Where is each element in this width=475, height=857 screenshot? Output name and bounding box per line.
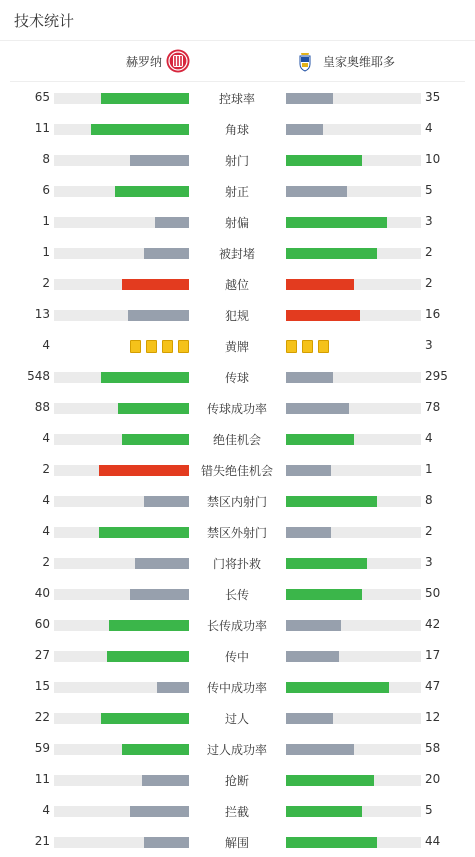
stat-label: 抢断 [224,774,249,788]
home-stat-bar-fill [118,403,190,414]
stat-row [0,113,475,144]
stat-row [0,237,475,268]
yellow-card-icon [162,340,173,353]
stat-label: 门将扑救 [212,557,261,571]
stat-row [0,361,475,392]
home-stat-bar-fill [99,527,190,538]
home-stat-value: 11 [34,121,50,135]
away-stat-value: 16 [425,307,441,321]
away-stat-bar-track [286,527,421,538]
home-stat-bar-track [54,93,189,104]
home-stat-value: 8 [42,152,50,166]
away-stat-value: 42 [425,617,441,631]
away-stat-bar-fill [286,837,377,848]
away-stat-value: 4 [425,431,433,445]
away-stat-bar-track [286,806,421,817]
stat-label: 控球率 [218,92,255,106]
real-oviedo-crest-icon [293,49,317,73]
home-stat-bar-fill [130,155,189,166]
home-stat-bar-fill [128,310,189,321]
stat-label: 越位 [224,278,249,292]
home-stat-bar-track [54,279,189,290]
away-stat-bar-track [286,155,421,166]
home-stat-value: 4 [42,524,50,538]
away-stat-bar-fill [286,310,360,321]
away-stat-bar-track [286,496,421,507]
home-stat-bar-fill [142,775,189,786]
away-stat-bar-fill [286,279,354,290]
home-stat-bar-fill [101,713,189,724]
away-stat-bar-fill [286,589,362,600]
home-stat-bar-track [54,558,189,569]
home-stat-bar-fill [101,372,189,383]
away-stat-bar-track [286,279,421,290]
home-stat-bar-track [54,620,189,631]
away-stat-bar-fill [286,651,339,662]
home-stat-value: 4 [42,338,50,352]
stat-label: 被封堵 [218,247,255,261]
stat-row [0,485,475,516]
away-stat-value: 2 [425,276,433,290]
home-stat-bar-track [54,248,189,259]
away-stat-bar-fill [286,744,354,755]
home-stat-value: 21 [34,834,50,848]
home-stat-bar-fill [122,434,190,445]
stat-label: 长传成功率 [206,619,267,633]
girona-crest-icon [166,49,190,73]
home-stat-bar-fill [109,620,189,631]
away-stat-bar-fill [286,465,331,476]
stat-label: 禁区内射门 [206,495,267,509]
away-stat-value: 58 [425,741,441,755]
stat-row [0,795,475,826]
home-team[interactable] [126,49,190,73]
away-stat-bar-track [286,372,421,383]
stat-row [0,826,475,857]
yellow-card-icon [302,340,313,353]
home-stat-bar-fill [115,186,189,197]
stat-label: 传球成功率 [206,402,267,416]
away-stat-bar-track [286,403,421,414]
home-stat-bar-track [54,527,189,538]
home-stat-bar-fill [122,279,190,290]
home-team-name: 赫罗纳 [125,54,162,69]
stat-label: 射门 [224,154,249,168]
away-stat-bar-track [286,217,421,228]
away-stat-bar-fill [286,775,374,786]
stat-label: 犯规 [224,309,249,323]
stat-row [0,671,475,702]
home-stat-value: 11 [34,772,50,786]
home-stat-bar-fill [144,496,189,507]
away-stat-bar-track [286,93,421,104]
away-stat-bar-fill [286,620,341,631]
stat-row [0,330,475,361]
yellow-card-icon [130,340,141,353]
away-stat-value: 5 [425,803,433,817]
away-stat-value: 3 [425,555,433,569]
away-stat-value: 2 [425,245,433,259]
away-stat-value: 8 [425,493,433,507]
stat-label: 绝佳机会 [212,433,261,447]
away-stat-value: 44 [425,834,441,848]
home-stat-bar-fill [130,589,189,600]
home-stat-value: 13 [34,307,50,321]
stat-row [0,764,475,795]
away-stat-value: 3 [425,338,433,352]
home-stat-bar-track [54,496,189,507]
away-stat-bar-track [286,434,421,445]
away-stat-bar-track [286,186,421,197]
stat-row [0,206,475,237]
home-stat-value: 88 [34,400,50,414]
home-stat-bar-fill [101,93,189,104]
home-stat-bar-fill [107,651,189,662]
away-stat-value: 12 [425,710,441,724]
away-stat-value: 20 [425,772,441,786]
home-stat-value: 1 [42,245,50,259]
away-stat-bar-fill [286,806,362,817]
away-stat-bar-track [286,124,421,135]
away-stat-value: 295 [425,369,448,383]
away-stat-bar-track [286,620,421,631]
away-stat-bar-fill [286,558,367,569]
away-stat-value: 3 [425,214,433,228]
yellow-card-icon [318,340,329,353]
stat-label: 解围 [224,836,249,850]
stat-label: 过人 [224,712,249,726]
home-stat-value: 548 [27,369,50,383]
home-stat-bar-track [54,186,189,197]
away-team-name: 皇家奥维耶多 [323,54,396,69]
home-stat-value: 4 [42,431,50,445]
stat-row [0,640,475,671]
away-stat-value: 35 [425,90,441,104]
stat-label: 角球 [224,123,249,137]
away-stat-bar-fill [286,496,377,507]
home-stat-value: 1 [42,214,50,228]
stat-label: 长传 [224,588,249,602]
home-stat-bar-track [54,155,189,166]
yellow-card-icon [178,340,189,353]
yellow-card-icon [286,340,297,353]
home-stat-value: 2 [42,276,50,290]
home-stat-bar-track [54,837,189,848]
away-stat-bar-fill [286,248,377,259]
home-stat-value: 15 [34,679,50,693]
home-stat-bar-track [54,682,189,693]
stat-label: 黄牌 [224,340,249,354]
stat-row [0,423,475,454]
home-stat-bar-fill [157,682,189,693]
home-stat-bar-track [54,744,189,755]
home-stat-value: 22 [34,710,50,724]
stat-row [0,702,475,733]
away-stat-bar-fill [286,434,354,445]
stat-row [0,609,475,640]
stat-row [0,733,475,764]
home-stat-bar-fill [122,744,190,755]
stats-list [0,82,475,857]
stat-row [0,547,475,578]
away-stat-bar-track [286,775,421,786]
home-stat-value: 60 [34,617,50,631]
away-stat-bar-fill [286,682,389,693]
home-stat-bar-track [54,124,189,135]
away-stat-bar-fill [286,186,347,197]
home-stat-value: 59 [34,741,50,755]
away-stat-value: 47 [425,679,441,693]
away-stat-value: 78 [425,400,441,414]
yellow-card-icon [146,340,157,353]
stat-row [0,175,475,206]
stat-label: 射正 [224,185,249,199]
away-stat-value: 4 [425,121,433,135]
stat-label: 传球 [224,371,249,385]
home-stat-bar-track [54,651,189,662]
home-stat-bar-track [54,806,189,817]
home-stat-bar-track [54,217,189,228]
home-stat-bar-track [54,434,189,445]
away-stat-bar-fill [286,713,333,724]
stat-row [0,144,475,175]
away-stat-bar-track [286,744,421,755]
away-stat-bar-fill [286,403,349,414]
stat-label: 传中成功率 [206,681,267,695]
away-stat-bar-track [286,682,421,693]
home-stat-value: 4 [42,493,50,507]
away-stat-value: 2 [425,524,433,538]
away-team[interactable] [293,49,395,73]
home-stat-value: 4 [42,803,50,817]
stat-label: 禁区外射门 [206,526,267,540]
home-stat-bar-fill [155,217,189,228]
page-title: 技术统计 [14,11,75,30]
home-stat-bar-track [54,465,189,476]
home-stat-value: 27 [34,648,50,662]
home-stat-bar-track [54,403,189,414]
away-stat-bar-track [286,465,421,476]
home-yellow-cards [125,340,189,352]
home-stat-value: 2 [42,462,50,476]
away-stat-bar-fill [286,93,333,104]
away-stat-bar-track [286,589,421,600]
away-stat-bar-track [286,310,421,321]
stat-label: 错失绝佳机会 [200,464,273,478]
stat-label: 射偏 [224,216,249,230]
stat-row [0,516,475,547]
home-stat-bar-track [54,372,189,383]
away-stat-bar-fill [286,124,323,135]
away-stat-value: 5 [425,183,433,197]
home-stat-value: 40 [34,586,50,600]
away-stat-value: 50 [425,586,441,600]
stat-row [0,392,475,423]
stat-row [0,268,475,299]
away-yellow-cards [286,340,334,352]
home-stat-bar-fill [99,465,190,476]
home-stat-bar-track [54,310,189,321]
home-stat-bar-fill [91,124,190,135]
home-stat-value: 2 [42,555,50,569]
home-stat-bar-track [54,775,189,786]
away-stat-value: 17 [425,648,441,662]
away-stat-value: 1 [425,462,433,476]
home-stat-bar-fill [144,837,189,848]
home-stat-value: 6 [42,183,50,197]
home-stat-bar-fill [130,806,189,817]
away-stat-bar-track [286,558,421,569]
teams-header [10,41,465,82]
stat-row [0,299,475,330]
stat-label: 过人成功率 [206,743,267,757]
home-stat-bar-fill [144,248,189,259]
home-stat-bar-fill [135,558,189,569]
header [0,0,475,41]
away-stat-bar-fill [286,527,331,538]
away-stat-bar-fill [286,155,362,166]
away-stat-bar-track [286,713,421,724]
away-stat-bar-fill [286,372,333,383]
stat-row [0,82,475,113]
home-stat-value: 65 [34,90,50,104]
away-stat-bar-track [286,248,421,259]
away-stat-bar-fill [286,217,387,228]
home-stat-bar-track [54,589,189,600]
away-stat-value: 10 [425,152,441,166]
stat-row [0,454,475,485]
home-stat-bar-track [54,713,189,724]
stat-label: 传中 [224,650,249,664]
stat-row [0,578,475,609]
away-stat-bar-track [286,837,421,848]
away-stat-bar-track [286,651,421,662]
stat-label: 拦截 [224,805,249,819]
